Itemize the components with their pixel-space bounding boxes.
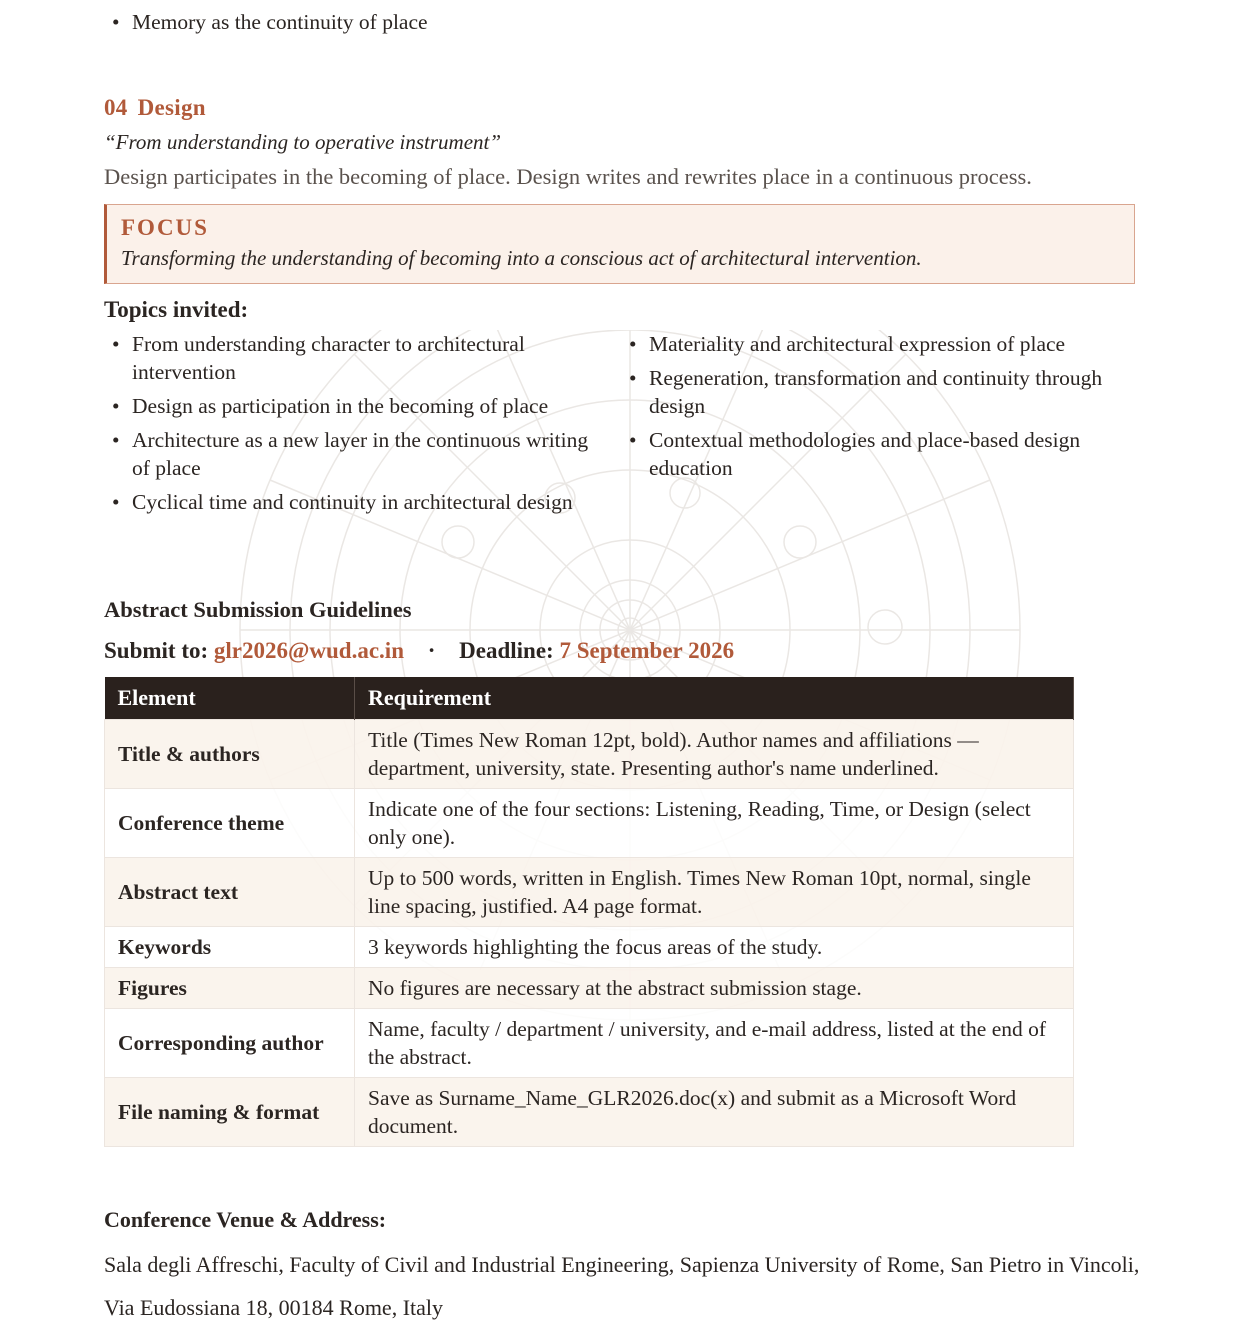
topics-heading: Topics invited: — [104, 297, 249, 322]
table-cell-requirement: Up to 500 words, written in English. Times New Roman 10pt, normal, single line spacing, justified. A4 page format. — [355, 857, 1074, 926]
table-row — [105, 719, 1074, 788]
list-item-text: Contextual methodologies and place-based design education — [649, 428, 1081, 480]
list-item-text: Memory as the continuity of place — [132, 10, 428, 34]
list-item-text: From understanding character to architectural intervention — [132, 332, 525, 384]
submit-label: Submit to: — [104, 638, 209, 663]
venue-address: Sala degli Affreschi, Faculty of Civil and Industrial Engineering, Sapienza University of Rome, San Pietro in Vincoli, Via Eudossiana 18, 00184 Rome, Italy — [104, 1252, 1140, 1320]
table-cell-element: Conference theme — [105, 788, 355, 857]
column-header-requirement: Requirement — [355, 677, 1074, 719]
bullet-marker: • — [112, 10, 120, 34]
section-description: Design participates in the becoming of place. Design writes and rewrites place in a continuous process. — [104, 164, 1032, 189]
list-item — [621, 426, 1136, 482]
focus-label: FOCUS — [121, 215, 209, 240]
bullet-marker: • — [629, 428, 637, 452]
bullet-marker: • — [112, 332, 120, 356]
list-item-text: Materiality and architectural expression of place — [649, 332, 1066, 356]
list-item — [621, 330, 1136, 358]
table-cell-element: Title & authors — [105, 719, 355, 788]
list-item — [104, 488, 604, 516]
table-row — [105, 1077, 1074, 1146]
table-cell-requirement: Save as Surname_Name_GLR2026.doc(x) and submit as a Microsoft Word document. — [355, 1077, 1074, 1146]
section-subtitle: “From understanding to operative instrument” — [104, 130, 502, 154]
table-cell-element: Abstract text — [105, 857, 355, 926]
list-item-text: Regeneration, transformation and continuity through design — [649, 366, 1103, 418]
table-row — [105, 1008, 1074, 1077]
table-cell-element: File naming & format — [105, 1077, 355, 1146]
table-cell-requirement: No figures are necessary at the abstract submission stage. — [355, 967, 1074, 1008]
deadline-date: 7 September 2026 — [559, 638, 735, 663]
column-header-element: Element — [105, 677, 355, 719]
table-cell-requirement: Indicate one of the four sections: Listening, Reading, Time, or Design (select only one). — [355, 788, 1074, 857]
topics-list-right — [621, 330, 1136, 488]
focus-text: Transforming the understanding of becoming into a conscious act of architectural intervention. — [121, 246, 922, 270]
table-cell-element: Figures — [105, 967, 355, 1008]
table-cell-element: Keywords — [105, 926, 355, 967]
table-row — [105, 967, 1074, 1008]
separator-dot: · — [427, 638, 436, 663]
deadline-label: Deadline: — [459, 638, 554, 663]
bullet-marker: • — [629, 366, 637, 390]
submission-email-link[interactable]: glr2026@wud.ac.in — [213, 638, 404, 663]
bullet-marker: • — [629, 332, 637, 356]
table-row — [105, 926, 1074, 967]
bullet-marker: • — [112, 394, 120, 418]
table-row — [105, 788, 1074, 857]
section-number: 04 — [104, 95, 128, 120]
topics-list-left — [104, 330, 604, 522]
list-item-text: Cyclical time and continuity in architectural design — [132, 490, 573, 514]
bullet-marker: • — [112, 490, 120, 514]
list-item — [621, 364, 1136, 420]
section-title: Design — [137, 95, 206, 120]
bullet-marker: • — [112, 428, 120, 452]
list-item — [104, 392, 604, 420]
list-item — [104, 426, 604, 482]
venue-heading: Conference Venue & Address: — [104, 1207, 387, 1232]
table-cell-element: Corresponding author — [105, 1008, 355, 1077]
list-item-text: Design as participation in the becoming of place — [132, 394, 549, 418]
table-cell-requirement: 3 keywords highlighting the focus areas of the study. — [355, 926, 1074, 967]
table-header-row — [105, 677, 1074, 719]
requirements-table — [104, 677, 1074, 1147]
focus-box — [104, 204, 1135, 284]
submission-info — [104, 638, 734, 664]
guidelines-heading: Abstract Submission Guidelines — [104, 597, 412, 622]
list-item — [104, 8, 704, 36]
table-cell-requirement: Title (Times New Roman 12pt, bold). Author names and affiliations — department, university, state. Presenting author's name underlined. — [355, 719, 1074, 788]
section-heading — [104, 95, 206, 121]
table-row — [105, 857, 1074, 926]
table-cell-requirement: Name, faculty / department / university, and e-mail address, listed at the end of the abstract. — [355, 1008, 1074, 1077]
list-item-text: Architecture as a new layer in the continuous writing of place — [132, 428, 589, 480]
list-item — [104, 330, 604, 386]
